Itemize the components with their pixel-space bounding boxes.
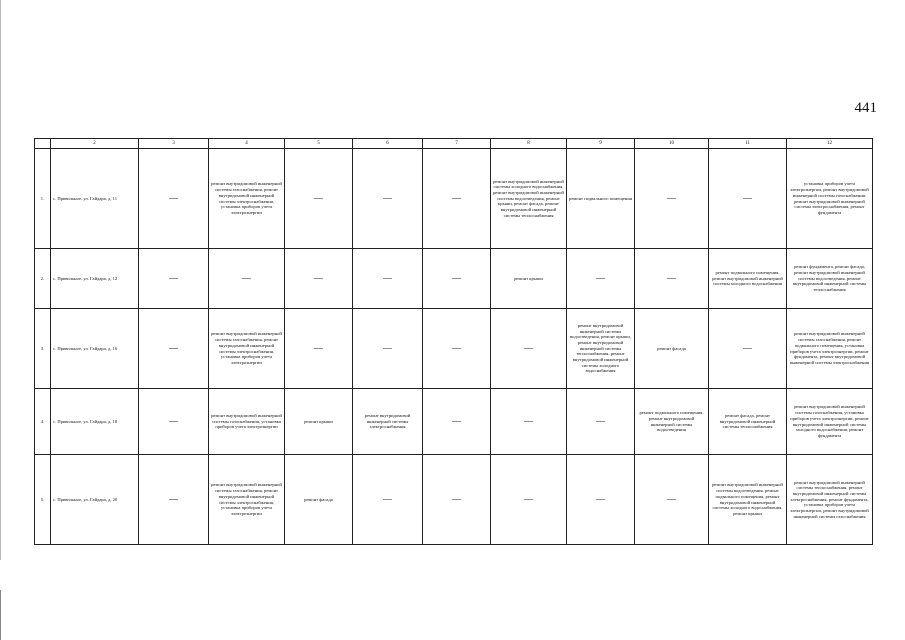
- work-cell: [567, 249, 635, 309]
- work-cell: ремонт фасада: [285, 455, 353, 545]
- dash: —: [452, 273, 461, 283]
- work-cell: [353, 149, 423, 249]
- work-cell: [635, 149, 709, 249]
- scan-edge-line: [0, 0, 1, 560]
- work-cell: [567, 389, 635, 455]
- work-cell: [491, 309, 567, 389]
- work-cell: [423, 389, 491, 455]
- work-cell: ремонт внутридомовой инженерной системы газоснабжения, ремонт подвального помещения, установка приборов учета электроэнергии, ремонт фундамента, ремонт внутридомовой инженерной системы электроснабжения: [787, 309, 873, 389]
- work-cell: ремонт подвального помещения: [567, 149, 635, 249]
- work-cell: [635, 455, 709, 545]
- work-cell: [709, 309, 787, 389]
- dash: —: [383, 343, 392, 353]
- dash: —: [383, 494, 392, 504]
- column-header: 3: [139, 139, 209, 149]
- work-cell: [423, 309, 491, 389]
- dash: —: [743, 193, 752, 203]
- dash: —: [314, 273, 323, 283]
- column-header: 9: [567, 139, 635, 149]
- column-header: 5: [285, 139, 353, 149]
- dash: —: [383, 273, 392, 283]
- dash: —: [452, 416, 461, 426]
- work-cell: [491, 389, 567, 455]
- dash: —: [524, 343, 533, 353]
- work-cell: [353, 249, 423, 309]
- column-header: 12: [787, 139, 873, 149]
- address-cell: с. Привольное, ул. Гайдара, д. 11: [51, 149, 139, 249]
- column-header: 6: [353, 139, 423, 149]
- page-number: 441: [854, 100, 877, 116]
- column-header: 2: [51, 139, 139, 149]
- dash: —: [596, 494, 605, 504]
- work-cell: [285, 249, 353, 309]
- work-cell: ремонт внутридомовой инженерной системы газоснабжения, установка приборов учета электроэнергии: [209, 389, 285, 455]
- work-cell: [353, 309, 423, 389]
- dash: —: [452, 343, 461, 353]
- table-row: [35, 389, 873, 455]
- dash: —: [169, 494, 178, 504]
- dash: —: [452, 193, 461, 203]
- work-cell: [139, 249, 209, 309]
- work-cell: [139, 455, 209, 545]
- row-number: 1.: [35, 149, 51, 249]
- dash: —: [314, 343, 323, 353]
- dash: —: [169, 273, 178, 283]
- work-cell: ремонт подвального помещения, ремонт внутридомовой инженерной системы холодного водоснабжения: [709, 249, 787, 309]
- dash: —: [383, 193, 392, 203]
- work-cell: [209, 249, 285, 309]
- work-cell: [491, 455, 567, 545]
- address-cell: с. Привольное, ул. Гайдара, д. 16: [51, 309, 139, 389]
- dash: —: [169, 416, 178, 426]
- work-cell: ремонт внутридомовой инженерной системы электроснабжения: [353, 389, 423, 455]
- repair-schedule-table: [34, 138, 873, 545]
- address-cell: с. Привольное, ул. Гайдара, д. 20: [51, 455, 139, 545]
- work-cell: ремонт внутридомовой инженерной системы газоснабжения, ремонт внутридомовой инженерной системы электроснабжения, установка приборов учета электроэнергии: [209, 455, 285, 545]
- work-cell: [353, 455, 423, 545]
- row-number: 3.: [35, 309, 51, 389]
- work-cell: ремонт фасада, ремонт внутридомовой инженерной системы теплоснабжения: [709, 389, 787, 455]
- dash: —: [242, 273, 251, 283]
- work-cell: [423, 149, 491, 249]
- table-row: [35, 249, 873, 309]
- table-row: [35, 149, 873, 249]
- work-cell: ремонт крыши: [285, 389, 353, 455]
- column-header: 10: [635, 139, 709, 149]
- column-header: 11: [709, 139, 787, 149]
- work-cell: ремонт фасада: [635, 309, 709, 389]
- work-cell: ремонт внутридомовой инженерной системы теплоснабжения, ремонт внутридомовой инженерной системы электроснабжения, ремонт фундамента, установка приборов учета электроэнергии, ремонт внутридомовой инженерной системы газоснабжения: [787, 455, 873, 545]
- work-cell: [635, 249, 709, 309]
- address-cell: с. Привольное, ул. Гайдара, д. 12: [51, 249, 139, 309]
- dash: —: [169, 193, 178, 203]
- column-header: 8: [491, 139, 567, 149]
- work-cell: [139, 389, 209, 455]
- work-cell: ремонт крыши: [491, 249, 567, 309]
- work-cell: [139, 309, 209, 389]
- work-cell: ремонт внутридомовой инженерной системы газоснабжения, установка приборов учета электроэнергии, ремонт внутридомовой инженерной системы холодного водоснабжения, ремонт фундамента: [787, 389, 873, 455]
- dash: —: [596, 273, 605, 283]
- work-cell: [139, 149, 209, 249]
- work-cell: ремонт внутридомовой инженерной системы водоотведения, ремонт подвального помещения, ремонт внутридомовой инженерной системы холодного водоснабжения, ремонт крыши: [709, 455, 787, 545]
- column-header: 4: [209, 139, 285, 149]
- dash: —: [524, 494, 533, 504]
- row-number: 4.: [35, 389, 51, 455]
- work-cell: [423, 249, 491, 309]
- row-number: 5.: [35, 455, 51, 545]
- work-cell: ремонт фундамента, ремонт фасада, ремонт внутридомовой инженерной системы водоотведения, ремонт внутридомовой инженерной системы теплоснабжения: [787, 249, 873, 309]
- work-cell: ремонт внутридомовой инженерной системы газоснабжения, ремонт внутридомовой инженерной системы электроснабжения, установка приборов учета электроэнергии: [209, 309, 285, 389]
- work-cell: установка приборов учета электроэнергии, ремонт внутридомовой инженерной системы газоснабжения, ремонт внутридомовой инженерной системы электроснабжения, ремонт фундамента: [787, 149, 873, 249]
- table-row: [35, 309, 873, 389]
- column-header: 7: [423, 139, 491, 149]
- work-cell: [285, 149, 353, 249]
- work-cell: ремонт подвального помещения, ремонт внутридомовой инженерной системы водоотведения: [635, 389, 709, 455]
- work-cell: [709, 149, 787, 249]
- dash: —: [667, 273, 676, 283]
- work-cell: [285, 309, 353, 389]
- work-cell: [423, 455, 491, 545]
- dash: —: [667, 494, 676, 504]
- work-cell: ремонт внутридомовой инженерной системы водоотведения, ремонт крыши, ремонт внутридомовой инженерной системы теплоснабжения, ремонт внутридомовой инженерной системы холодного водоснабжения: [567, 309, 635, 389]
- dash: —: [667, 193, 676, 203]
- work-cell: ремонт внутридомовой инженерной системы холодного водоснабжения, ремонт внутридомовой инженерной системы водоотведения, ремонт крыши, ремонт фасада, ремонт внутридомовой инженерной системы теплоснабжения: [491, 149, 567, 249]
- dash: —: [524, 416, 533, 426]
- dash: —: [452, 494, 461, 504]
- dash: —: [314, 193, 323, 203]
- dash: —: [743, 343, 752, 353]
- header-row: [35, 139, 873, 149]
- dash: —: [169, 343, 178, 353]
- table-row: [35, 455, 873, 545]
- dash: —: [596, 416, 605, 426]
- column-header: [35, 139, 51, 149]
- address-cell: с. Привольное, ул. Гайдара, д. 18: [51, 389, 139, 455]
- work-cell: [567, 455, 635, 545]
- work-cell: ремонт внутридомовой инженерной системы газоснабжения, ремонт внутридомовой инженерной системы электроснабжения, установка приборов учета электроэнергии: [209, 149, 285, 249]
- row-number: 2.: [35, 249, 51, 309]
- scan-edge-mark: [0, 590, 1, 640]
